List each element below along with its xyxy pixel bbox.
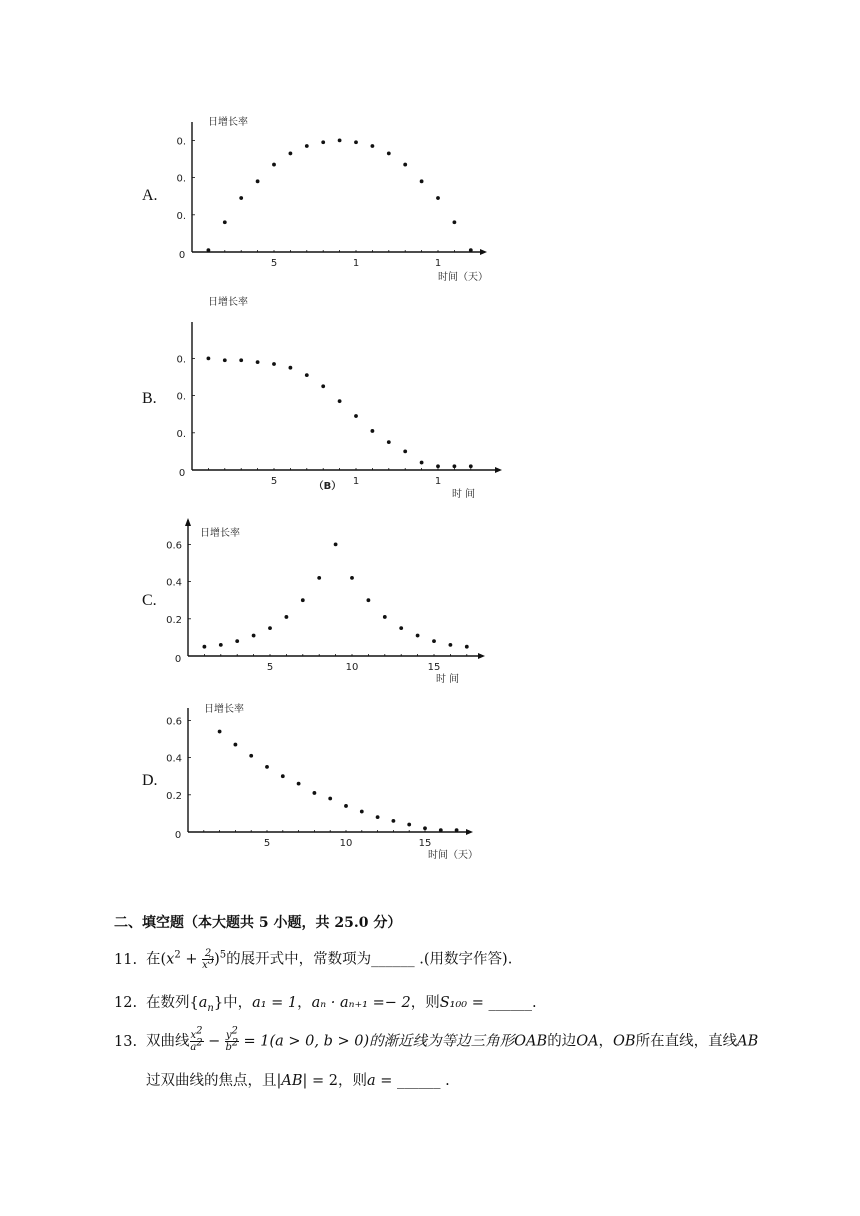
- data-point: [439, 828, 443, 832]
- option-d-label: D.: [142, 772, 158, 789]
- data-point: [256, 360, 260, 364]
- data-point: [334, 543, 338, 547]
- data-point: [289, 152, 293, 156]
- data-point: [453, 220, 457, 224]
- data-point: [392, 819, 396, 823]
- option-a-label: A.: [142, 187, 158, 204]
- data-point: [420, 461, 424, 465]
- data-point: [376, 815, 380, 819]
- data-point: [281, 774, 285, 778]
- question-13-line2: 过双曲线的焦点，且|AB| = 2，则a = ______ .: [146, 1073, 450, 1089]
- data-point: [360, 810, 364, 814]
- origin-label: 0: [178, 468, 186, 479]
- data-point: [403, 450, 407, 454]
- data-point: [399, 626, 403, 630]
- x-axis-arrow-icon: [480, 249, 487, 255]
- data-point: [207, 248, 211, 252]
- data-point: [249, 754, 253, 758]
- data-point: [416, 634, 420, 638]
- data-point: [265, 765, 269, 769]
- data-point: [272, 362, 276, 366]
- chart-caption: （B）: [313, 481, 342, 492]
- data-point: [252, 634, 256, 638]
- x-tick-label: 1: [434, 476, 442, 487]
- y-tick-label: 0.: [176, 210, 186, 222]
- y-tick-label: 0.6: [166, 716, 182, 728]
- data-point: [289, 366, 293, 370]
- y-tick-label: 0.6: [166, 540, 182, 552]
- y-tick-label: 0.2: [166, 614, 182, 626]
- question-12: 12. 在数列$\{a_n\}$中，a₁ = 1，aₙ · aₙ₊₁ =− 2，则S₁₀₀ = ______.: [114, 992, 537, 1014]
- x-tick-label: 1: [352, 476, 360, 487]
- x-tick-label: 15: [418, 838, 432, 849]
- y-tick-label: 0.: [176, 136, 186, 148]
- data-point: [218, 730, 222, 734]
- data-point: [256, 179, 260, 183]
- x-tick-label: 15: [427, 662, 441, 673]
- chart-title: 日增长率: [204, 704, 244, 715]
- data-point: [272, 163, 276, 167]
- x-axis-label: 时 间: [452, 489, 476, 500]
- data-point: [371, 144, 375, 148]
- data-point: [469, 248, 473, 252]
- data-point: [469, 464, 473, 468]
- data-point: [321, 140, 325, 144]
- x-tick-label: 5: [270, 476, 278, 487]
- data-point: [235, 639, 239, 643]
- data-point: [354, 140, 358, 144]
- x-axis-label: 时 间: [436, 674, 460, 685]
- data-point: [383, 615, 387, 619]
- y-tick-label: 0.2: [166, 790, 182, 802]
- chart-title: 日增长率: [208, 117, 248, 128]
- data-point: [432, 639, 436, 643]
- data-point: [285, 615, 289, 619]
- data-point: [407, 823, 411, 827]
- chart-title: 日增长率: [200, 528, 240, 539]
- question-number: 11.: [114, 951, 138, 968]
- x-tick-label: 5: [266, 662, 274, 673]
- data-point: [453, 464, 457, 468]
- y-tick-label: 0.: [176, 428, 186, 440]
- data-point: [313, 791, 317, 795]
- data-point: [338, 399, 342, 403]
- section-title: 二、填空题（本大题共 5 小题，共 25.0 分）: [114, 915, 402, 931]
- data-point: [344, 804, 348, 808]
- data-point: [317, 576, 321, 580]
- question-number: 13.: [114, 1033, 138, 1050]
- data-point: [455, 828, 459, 832]
- data-point: [350, 576, 354, 580]
- x-axis-arrow-icon: [495, 467, 502, 473]
- data-point: [207, 357, 211, 361]
- x-axis-arrow-icon: [466, 829, 473, 835]
- y-tick-label: 0.: [176, 354, 186, 366]
- data-point: [305, 144, 309, 148]
- x-axis-label: 时间（天）: [438, 272, 488, 283]
- data-point: [203, 645, 207, 649]
- x-tick-label: 10: [339, 838, 353, 849]
- origin-label: 0: [174, 654, 182, 665]
- x-axis-arrow-icon: [478, 653, 485, 659]
- x-tick-label: 5: [263, 838, 271, 849]
- data-point: [387, 152, 391, 156]
- data-point: [371, 429, 375, 433]
- data-point: [465, 645, 469, 649]
- x-axis-label: 时间（天）: [428, 850, 478, 861]
- option-c-label: C.: [142, 592, 157, 609]
- origin-label: 0: [174, 830, 182, 841]
- data-point: [305, 373, 309, 377]
- data-point: [321, 384, 325, 388]
- question-11: 11. 在($x^2$ + $\frac{2}{x^3}$ )$^5$的展开式中，常数项为______ .(用数字作答).: [114, 948, 513, 971]
- question-number: 12.: [114, 995, 138, 1011]
- data-point: [354, 414, 358, 418]
- chart-d: [160, 700, 490, 864]
- data-point: [387, 440, 391, 444]
- data-point: [234, 743, 238, 747]
- data-point: [297, 782, 301, 786]
- data-point: [420, 179, 424, 183]
- data-point: [239, 196, 243, 200]
- data-point: [403, 163, 407, 167]
- option-b-label: B.: [142, 390, 157, 407]
- data-point: [223, 220, 227, 224]
- x-tick-label: 1: [434, 258, 442, 269]
- x-tick-label: 10: [345, 662, 359, 673]
- chart-c: [160, 516, 490, 688]
- data-point: [268, 626, 272, 630]
- data-point: [436, 196, 440, 200]
- chart-b: [160, 292, 505, 502]
- data-point: [301, 598, 305, 602]
- y-tick-label: 0.: [176, 391, 186, 403]
- chart-title: 日增长率: [208, 297, 248, 308]
- fraction: $\frac{2}{x^3}$: [202, 948, 215, 971]
- data-point: [239, 358, 243, 362]
- data-point: [423, 826, 427, 830]
- data-point: [449, 643, 453, 647]
- data-point: [338, 139, 342, 143]
- data-point: [223, 358, 227, 362]
- y-tick-label: 0.4: [166, 753, 182, 765]
- data-point: [367, 598, 371, 602]
- data-point: [328, 797, 332, 801]
- question-13: 13. 双曲线 $\frac{x^2}{a^2}$ − $\frac{y^2}{b^2}$ = 1(a > 0, b > 0)的渐近线为等边三角形OAB的边OA，OB所在直线，直线AB: [114, 1025, 759, 1053]
- y-tick-label: 0.4: [166, 577, 182, 589]
- y-tick-label: 0.: [176, 173, 186, 185]
- x-tick-label: 1: [352, 258, 360, 269]
- origin-label: 0: [178, 250, 186, 261]
- data-point: [436, 464, 440, 468]
- chart-a: [160, 108, 500, 284]
- y-axis-arrow-icon: [185, 518, 191, 526]
- x-tick-label: 5: [270, 258, 278, 269]
- data-point: [219, 643, 223, 647]
